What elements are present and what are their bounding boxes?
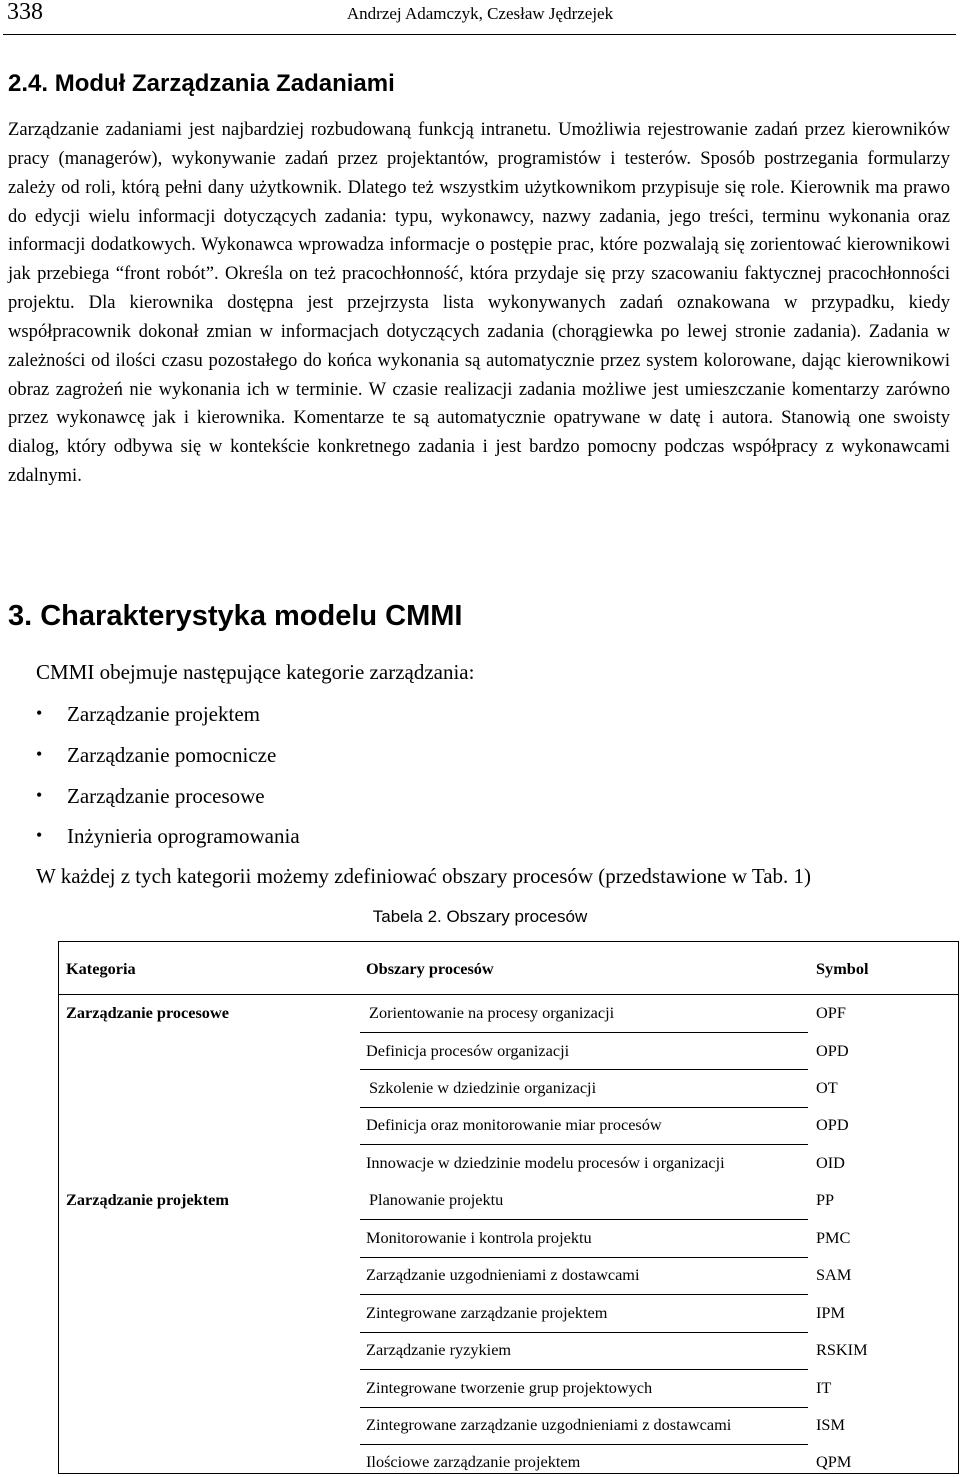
running-header-authors: Andrzej Adamczyk, Czesław Jędrzejek xyxy=(346,4,614,23)
table-cell-area: Zintegrowane zarządzanie uzgodnieniami z dostawcami xyxy=(366,1415,732,1434)
row-rule xyxy=(360,1332,808,1333)
table-header-areas: Obszary procesów xyxy=(366,959,494,978)
table-cell-symbol: SAM xyxy=(816,1265,852,1284)
row-rule xyxy=(360,1294,808,1295)
table-cell-area: Zarządzanie ryzykiem xyxy=(366,1340,512,1359)
list-item xyxy=(36,824,300,849)
table-cell-symbol: ISM xyxy=(816,1415,845,1434)
bullet-icon: • xyxy=(36,744,43,764)
bullet-icon: • xyxy=(36,825,43,845)
process-areas-sentence: W każdej z tych kategorii możemy zdefiniować obszary procesów (przedstawione w Tab. 1) xyxy=(36,864,812,888)
table-cell-area: Planowanie projektu xyxy=(369,1190,504,1209)
table-cell-symbol: PP xyxy=(816,1190,835,1209)
categories-intro: CMMI obejmuje następujące kategorie zarządzania: xyxy=(36,660,475,684)
table-cell-symbol: PMC xyxy=(816,1228,851,1247)
table-cell-symbol: QPM xyxy=(816,1452,852,1471)
bullet-icon: • xyxy=(36,785,43,805)
table-cell-area: Szkolenie w dziedzinie organizacji xyxy=(369,1078,597,1097)
row-rule xyxy=(360,1444,808,1445)
table-cell-symbol: OID xyxy=(816,1153,845,1172)
table-cell-symbol: IPM xyxy=(816,1303,845,1322)
row-rule xyxy=(360,1219,808,1220)
row-rule xyxy=(360,1369,808,1370)
table-cell-area: Zintegrowane tworzenie grup projektowych xyxy=(366,1378,653,1397)
table-cell-symbol: OPD xyxy=(816,1115,849,1134)
table-category: Zarządzanie procesowe xyxy=(66,1003,229,1022)
row-rule xyxy=(360,1407,808,1408)
list-item-label: Zarządzanie projektem xyxy=(67,702,260,726)
table-category: Zarządzanie projektem xyxy=(66,1190,229,1209)
page-number: 338 xyxy=(7,0,43,25)
table-header-symbol: Symbol xyxy=(816,959,869,978)
table-cell-area: Innowacje w dziedzinie modelu procesów i organizacji xyxy=(366,1153,725,1172)
bullet-icon: • xyxy=(36,703,43,723)
section-2-4-paragraph: Zarządzanie zadaniami jest najbardziej rozbudowaną funkcją intranetu. Umożliwia rejestrowanie zadań przez kierowników pracy (managerów), wykonywanie zadań przez projektantów, programistów i testerów. Sposób postrzegania formularzy zależy od roli, którą pełni dany użytkownik. Dlatego też wszystkim użytkownikom przypisuje się role. Kierownik ma prawo do edycji wielu informacji dotyczących zadania: typu, wykonawcy, nazwy zadania, jego treści, terminu wykonania oraz informacji dodatkowych. Wykonawca wprowadza informacje o postępie prac, które pozwalają się zorientować kierownikowi jak przebiega “front robót”. Określa on też pracochłonność, która przydaje się przy szacowaniu faktycznej pracochłonności projektu. Dla kierownika dostępna jest przejrzysta lista wykonywanych zadań oznakowana w przypadku, kiedy współpracownik dokonał zmian w informacjach dotyczących zadania (chorągiewka po lewej stronie zadania). Zadania w zależności od ilości czasu pozostałego do końca wykonania są automatycznie przez system kolorowane, dając kierownikowi obraz zagrożeń nie wykonania ich w terminie. W czasie realizacji zadania możliwe jest umieszczanie komentarzy zarówno przez wykonawcę jak i kierownika. Komentarze te są automatycznie opatrywane w datę i autora. Stanowią one swoisty dialog, który odbywa się w kontekście konkretnego zadania i jest bardzo pomocny podczas współpracy z wykonawcami zdalnymi. xyxy=(8,119,950,487)
table-border-top xyxy=(58,941,959,942)
table-cell-area: Monitorowanie i kontrola projektu xyxy=(366,1228,592,1247)
table-cell-symbol: RSKIM xyxy=(816,1340,868,1359)
section-heading-3: 3. Charakterystyka modelu CMMI xyxy=(8,600,463,632)
section-heading-2-4: 2.4. Moduł Zarządzania Zadaniami xyxy=(8,70,395,97)
table-caption: Tabela 2. Obszary procesów xyxy=(372,907,588,926)
table-cell-symbol: OPD xyxy=(816,1041,849,1060)
table-cell-symbol: IT xyxy=(816,1378,832,1397)
table-cell-symbol: OT xyxy=(816,1078,838,1097)
list-item xyxy=(36,702,260,727)
row-rule xyxy=(360,1144,808,1145)
list-item-label: Zarządzanie pomocnicze xyxy=(67,743,277,767)
row-rule xyxy=(360,1032,808,1033)
table-cell-area: Definicja oraz monitorowanie miar procesów xyxy=(366,1115,662,1134)
table-header-rule xyxy=(58,994,959,995)
table-cell-area: Definicja procesów organizacji xyxy=(366,1041,570,1060)
row-rule xyxy=(360,1107,808,1108)
table-cell-area: Zintegrowane zarządzanie projektem xyxy=(366,1303,608,1322)
list-item-label: Inżynieria oprogramowania xyxy=(67,824,300,848)
table-cell-area: Zorientowanie na procesy organizacji xyxy=(369,1003,615,1022)
table-cell-symbol: OPF xyxy=(816,1003,846,1022)
list-item xyxy=(36,784,265,809)
list-item-label: Zarządzanie procesowe xyxy=(67,784,265,808)
header-rule xyxy=(3,34,956,35)
row-rule xyxy=(360,1069,808,1070)
row-rule xyxy=(360,1257,808,1258)
table-cell-area: Zarządzanie uzgodnieniami z dostawcami xyxy=(366,1265,640,1284)
table-cell-area: Ilościowe zarządzanie projektem xyxy=(366,1452,581,1471)
table-border-bottom xyxy=(58,1473,959,1474)
table-header-category: Kategoria xyxy=(66,959,136,978)
list-item xyxy=(36,743,276,768)
